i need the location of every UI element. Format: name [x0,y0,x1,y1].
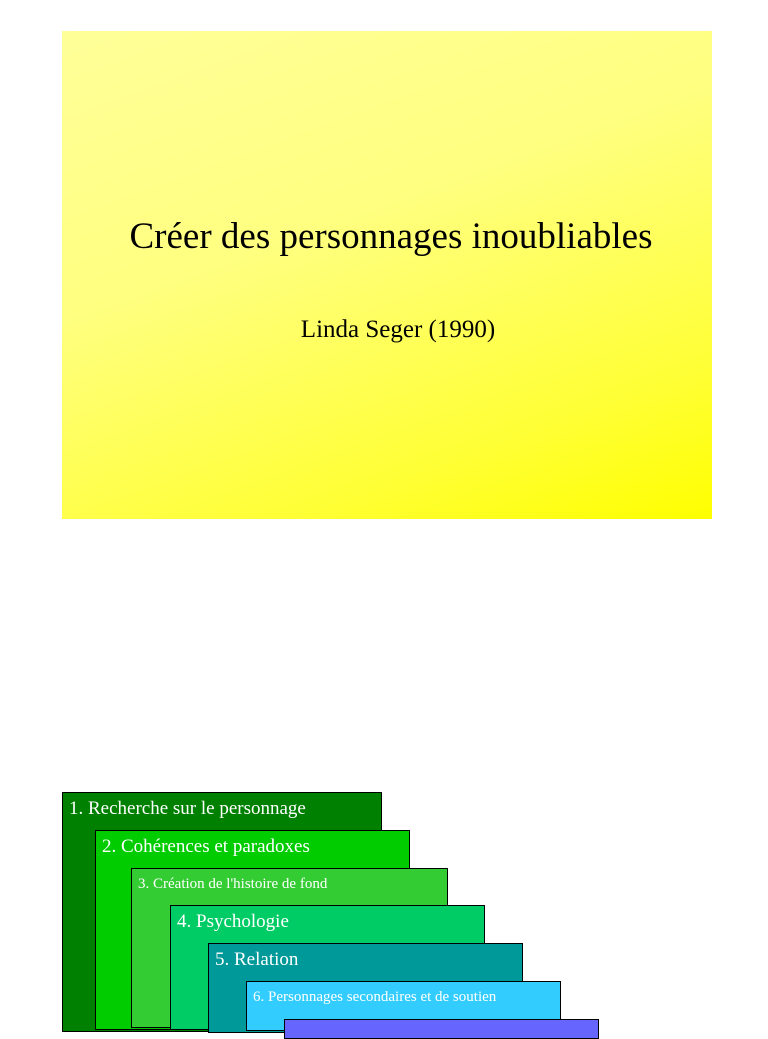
step-2-label: 2. Cohérences et paradoxes [102,836,310,857]
slide-title: Créer des personnages inoubliables [129,216,653,257]
step-1-label: 1. Recherche sur le personnage [69,798,306,819]
title-slide [62,31,712,519]
slide-subtitle: Linda Seger (1990) [300,316,496,343]
step-3-label: 3. Création de l'histoire de fond [138,876,328,892]
step-5-label: 5. Relation [215,949,299,970]
step-6-label: 6. Personnages secondaires et de soutien [253,989,497,1005]
step-7-box [284,1019,599,1039]
step-4-label: 4. Psychologie [177,911,289,932]
